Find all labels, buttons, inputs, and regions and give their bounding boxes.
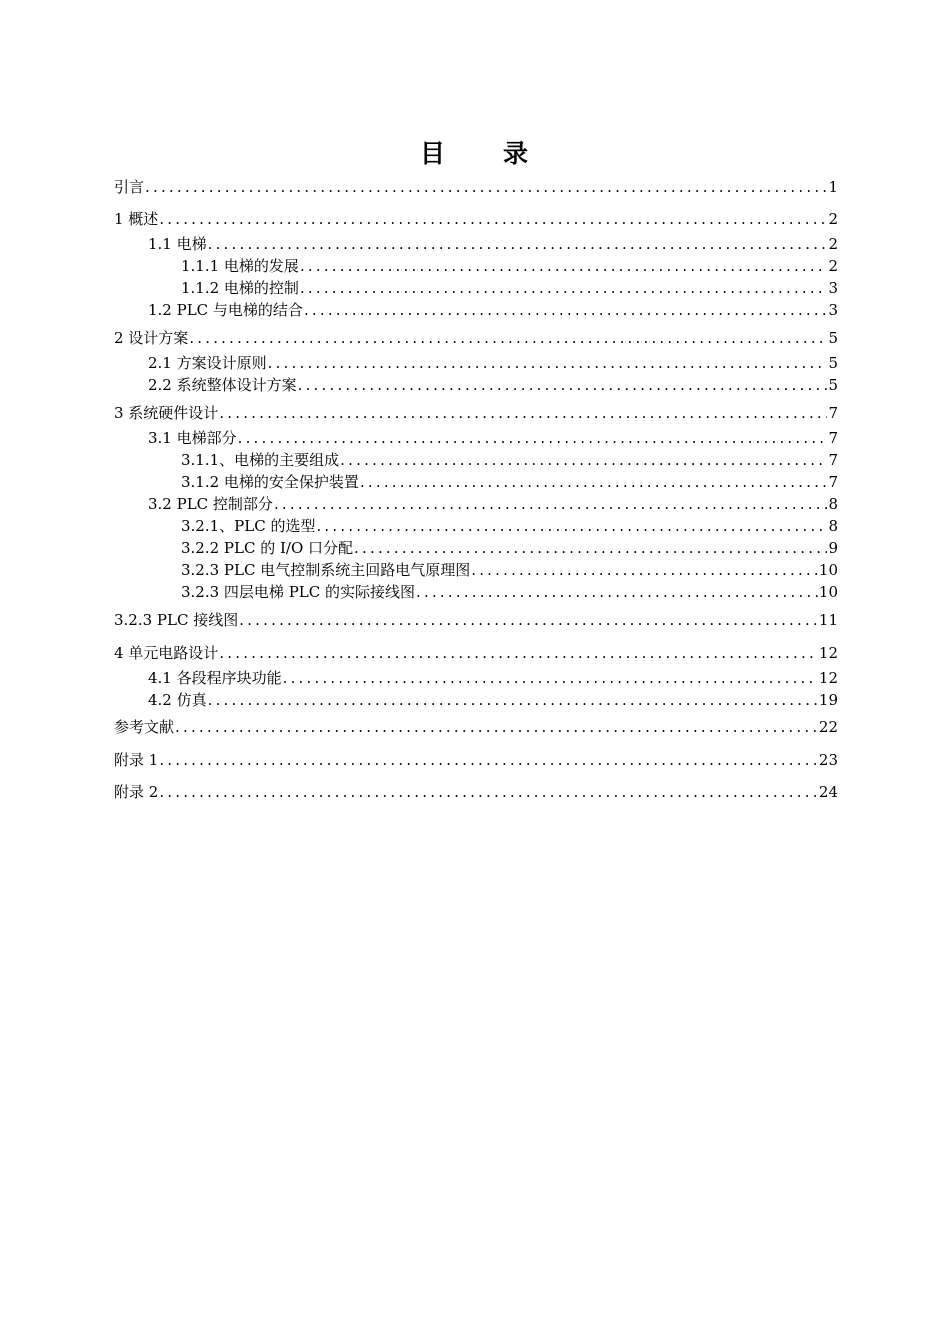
toc-leader-dots: [304, 300, 828, 320]
toc-entry-label: 1.2 PLC 与电梯的结合: [148, 301, 303, 319]
toc-leader-dots: [208, 234, 828, 254]
toc-entry[interactable]: [114, 643, 838, 663]
toc-entry-label: 引言: [114, 178, 145, 196]
toc-entry[interactable]: [148, 668, 838, 688]
toc-entry[interactable]: [114, 177, 838, 197]
toc-entry[interactable]: [148, 375, 838, 395]
toc-entry-page: 7: [828, 451, 838, 469]
toc-entry[interactable]: [148, 690, 838, 710]
toc-entry-page: 12: [818, 669, 838, 687]
toc-leader-dots: [340, 450, 827, 470]
toc-entry-label: 1 概述: [114, 210, 159, 228]
toc-entry[interactable]: [181, 582, 838, 602]
toc-leader-dots: [354, 538, 827, 558]
toc-entry-label: 3 系统硬件设计: [114, 404, 219, 422]
toc-entry[interactable]: [181, 560, 838, 580]
toc-entry-page: 2: [828, 257, 838, 275]
toc-leader-dots: [219, 643, 818, 663]
toc-entry-label: 附录 2: [114, 783, 159, 801]
toc-entry-page: 10: [818, 583, 838, 601]
toc-entry-page: 8: [828, 517, 838, 535]
toc-entry-label: 3.1.2 电梯的安全保护装置: [181, 473, 359, 491]
toc-entry-page: 11: [818, 611, 838, 629]
toc-entry-label: 附录 1: [114, 751, 159, 769]
toc-entry-page: 22: [818, 718, 838, 736]
toc-entry-label: 3.2 PLC 控制部分: [148, 495, 273, 513]
toc-entry[interactable]: [114, 209, 838, 229]
toc-entry-label: 3.1.1、电梯的主要组成: [181, 451, 340, 469]
toc-entry-page: 7: [828, 429, 838, 447]
toc-entry-label: 2 设计方案: [114, 329, 189, 347]
toc-entry-label: 3.2.3 PLC 接线图: [114, 611, 239, 629]
toc-leader-dots: [175, 717, 818, 737]
toc-leader-dots: [208, 690, 818, 710]
toc-leader-dots: [145, 177, 827, 197]
toc-entry-page: 3: [828, 301, 838, 319]
toc-entry-label: 4.1 各段程序块功能: [148, 669, 282, 687]
toc-entry-page: 23: [818, 751, 838, 769]
toc-leader-dots: [189, 328, 827, 348]
toc-entry-page: 3: [828, 279, 838, 297]
toc-leader-dots: [219, 403, 827, 423]
toc-entry[interactable]: [181, 278, 838, 298]
toc-entry[interactable]: [148, 428, 838, 448]
toc-entry-page: 5: [828, 376, 838, 394]
toc-entry-page: 7: [828, 473, 838, 491]
toc-leader-dots: [274, 494, 828, 514]
toc-entry-label: 2.2 系统整体设计方案: [148, 376, 297, 394]
toc-leader-dots: [471, 560, 818, 580]
toc-entry[interactable]: [148, 353, 838, 373]
toc-entry[interactable]: [181, 256, 838, 276]
toc-entry[interactable]: [148, 300, 838, 320]
toc-entry[interactable]: [181, 538, 838, 558]
toc-entry-page: 5: [828, 354, 838, 372]
toc-leader-dots: [239, 610, 818, 630]
toc-entry-page: 1: [828, 178, 838, 196]
toc-entry-label: 2.1 方案设计原则: [148, 354, 267, 372]
toc-leader-dots: [268, 353, 828, 373]
toc-entry[interactable]: [148, 494, 838, 514]
toc-entry-label: 1.1 电梯: [148, 235, 207, 253]
toc-entry[interactable]: [148, 234, 838, 254]
toc-entry-label: 3.2.2 PLC 的 I/O 口分配: [181, 539, 354, 557]
toc-entry[interactable]: [114, 717, 838, 737]
toc-entry-label: 3.2.3 PLC 电气控制系统主回路电气原理图: [181, 561, 471, 579]
toc-entry-label: 1.1.2 电梯的控制: [181, 279, 299, 297]
toc-leader-dots: [360, 472, 828, 492]
toc-leader-dots: [298, 375, 828, 395]
toc-leader-dots: [300, 256, 828, 276]
toc-entry[interactable]: [114, 610, 838, 630]
title-char-right: 录: [503, 139, 531, 168]
toc-entry-label: 1.1.1 电梯的发展: [181, 257, 299, 275]
toc-entry-label: 3.1 电梯部分: [148, 429, 237, 447]
title-char-left: 目: [419, 139, 447, 168]
toc-entry[interactable]: [114, 403, 838, 423]
toc-leader-dots: [416, 582, 818, 602]
toc-entry-page: 7: [828, 404, 838, 422]
toc-entry[interactable]: [114, 782, 838, 802]
toc-entry-page: 5: [828, 329, 838, 347]
toc-leader-dots: [159, 782, 818, 802]
toc-leader-dots: [159, 209, 827, 229]
toc-leader-dots: [283, 668, 818, 688]
toc-entry-label: 4.2 仿真: [148, 691, 207, 709]
toc-entry-page: 2: [828, 210, 838, 228]
toc-entry[interactable]: [114, 328, 838, 348]
toc-entry-page: 10: [818, 561, 838, 579]
toc-entry-page: 8: [828, 495, 838, 513]
toc-entry-page: 9: [828, 539, 838, 557]
toc-entry-label: 4 单元电路设计: [114, 644, 219, 662]
page-title: [0, 134, 950, 170]
toc-entry-label: 3.2.1、PLC 的选型: [181, 517, 316, 535]
toc-entry-label: 参考文献: [114, 718, 175, 736]
toc-entry[interactable]: [181, 516, 838, 536]
toc-leader-dots: [316, 516, 827, 536]
toc-entry-page: 2: [828, 235, 838, 253]
toc-entry[interactable]: [181, 472, 838, 492]
toc-entry[interactable]: [114, 750, 838, 770]
toc-leader-dots: [300, 278, 828, 298]
toc-entry-page: 24: [818, 783, 838, 801]
toc-entry-page: 12: [818, 644, 838, 662]
toc-leader-dots: [159, 750, 818, 770]
toc-leader-dots: [238, 428, 828, 448]
toc-entry[interactable]: [181, 450, 838, 470]
toc-entry-page: 19: [818, 691, 838, 709]
toc-entry-label: 3.2.3 四层电梯 PLC 的实际接线图: [181, 583, 416, 601]
